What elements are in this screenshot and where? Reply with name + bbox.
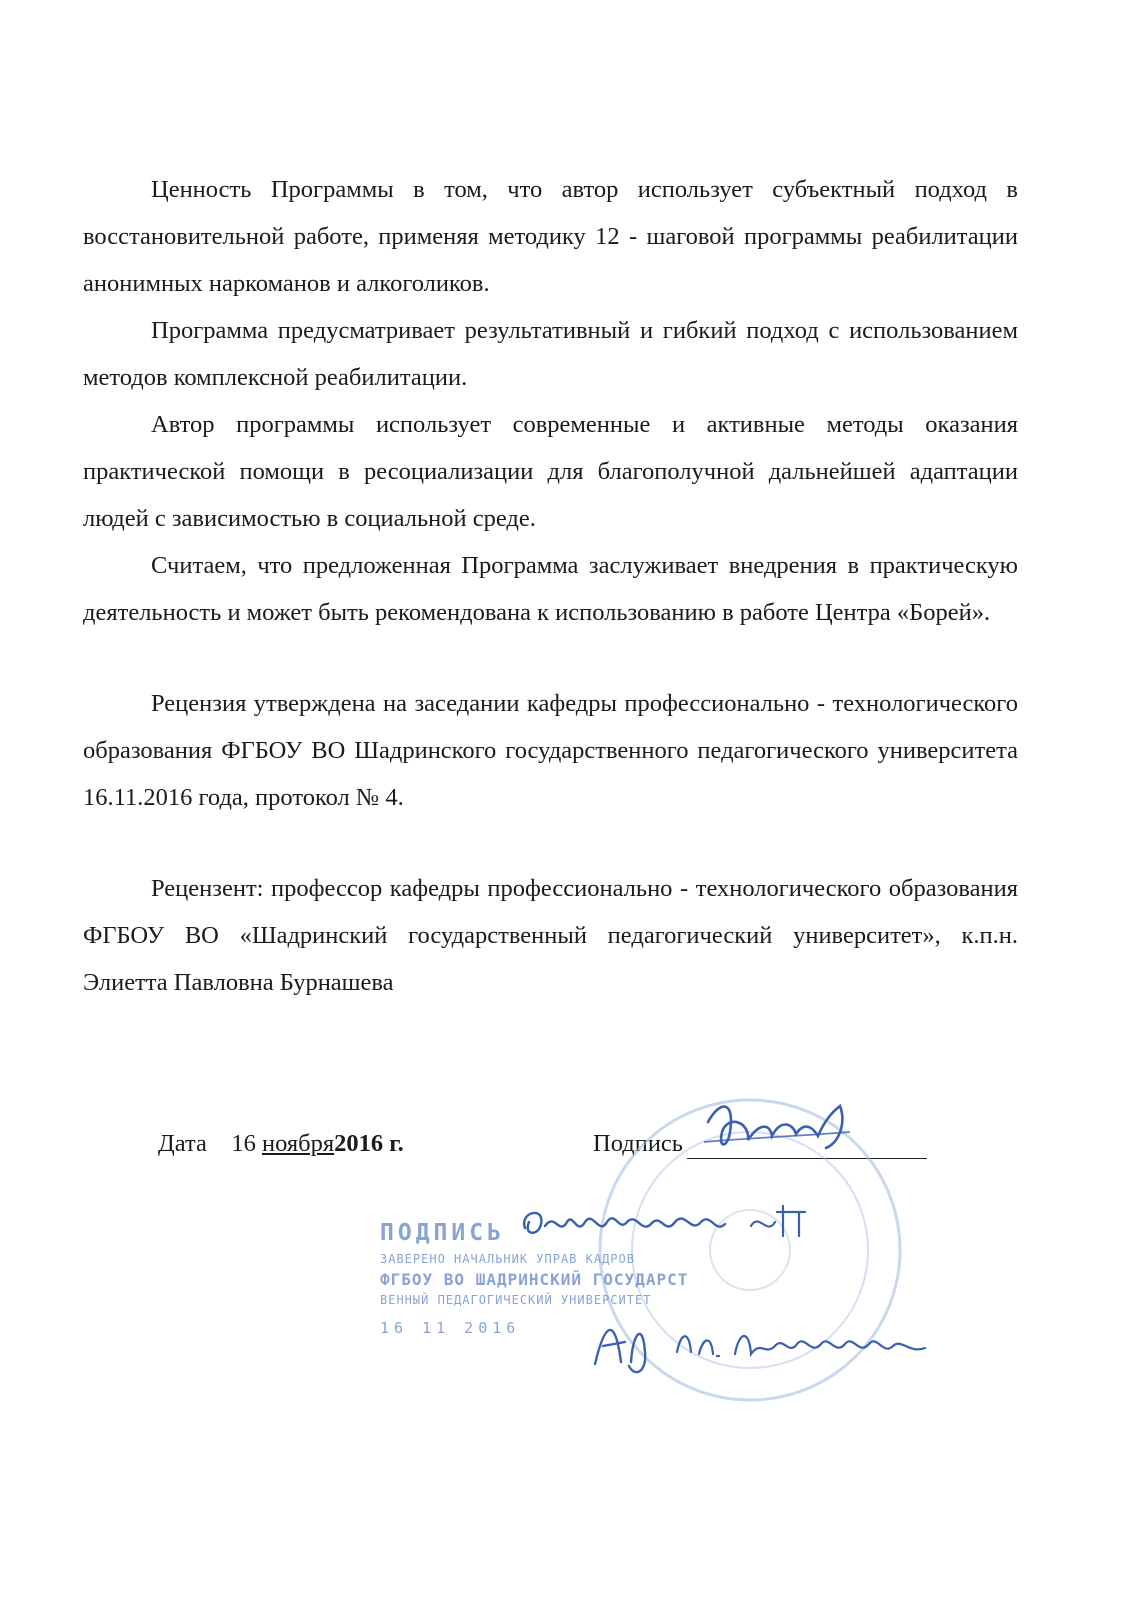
- paragraph-methods: Автор программы использует современные и активные методы оказания практической помощи в ресоциализации для благополучной дальнейшей адаптации людей с зависимостью в социальной среде.: [83, 411, 1018, 532]
- signature-label: Подпись: [593, 1130, 683, 1157]
- date-label: Дата: [158, 1130, 207, 1157]
- spacer: [83, 821, 1018, 865]
- paragraph-program-value: Ценность Программы в том, что автор использует субъектный подход в восстановительной работе, применяя методику 12 - шаговой программы реабилитации анонимных наркоманов и алкоголиков.: [83, 176, 1018, 297]
- document-body: [83, 166, 1018, 1006]
- handwritten-name-image: [515, 1192, 815, 1252]
- date-year: 2016 г.: [334, 1130, 404, 1157]
- paragraph-reviewer: Рецензент: профессор кафедры профессионально - технологического образования ФГБОУ ВО «Шадринский государственный педагогический университет», к.п.н. Элиетта Павловна Бурнашева: [83, 875, 1018, 996]
- date-month: ноября: [261, 1130, 335, 1157]
- certifier-signature-image: [585, 1302, 945, 1382]
- date-line: [158, 1129, 404, 1159]
- date-day: 16: [231, 1130, 256, 1157]
- stamp-line-4: ВЕННЫЙ ПЕДАГОГИЧЕСКИЙ УНИВЕРСИТЕТ: [380, 1293, 652, 1307]
- stamp-line-3: ФГБОУ ВО ШАДРИНСКИЙ ГОСУДАРСТ: [380, 1270, 689, 1289]
- stamp-line-2: ЗАВЕРЕНО НАЧАЛЬНИК УПРАВ КАДРОВ: [380, 1252, 635, 1266]
- stamp-date: 16 11 2016: [380, 1319, 521, 1337]
- reviewer-signature-image: [700, 1092, 860, 1164]
- paragraph-approval: Рецензия утверждена на заседании кафедры профессионально - технологического образования ФГБОУ ВО Шадринского государственного педагогического университета 16.11.2016 года, протокол № 4.: [83, 690, 1018, 811]
- paragraph-recommendation: Считаем, что предложенная Программа заслуживает внедрения в практическую деятельность и может быть рекомендована к использованию в работе Центра «Борей».: [83, 552, 1018, 626]
- spacer: [83, 636, 1018, 680]
- paragraph-approach: Программа предусматривает результативный и гибкий подход с использованием методов комплексной реабилитации.: [83, 317, 1018, 391]
- stamp-title: ПОДПИСЬ: [380, 1220, 505, 1246]
